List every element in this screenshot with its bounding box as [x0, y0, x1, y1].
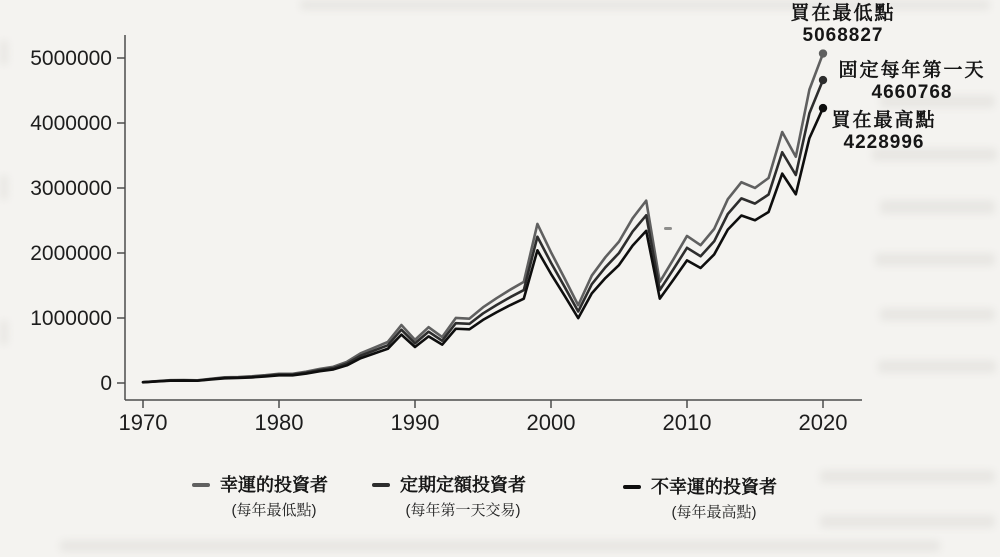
annotation-label: 買在最高點: [831, 110, 937, 131]
x-tick-label: 2000: [526, 410, 576, 435]
annotation-fixed-first-day: [826, 60, 998, 105]
legend-item-lucky-investor: [192, 474, 328, 520]
series-line-0: [143, 54, 823, 383]
x-tick-label: 1990: [390, 410, 440, 435]
legend-line-swatch: [623, 485, 641, 489]
annotation-label: 固定每年第一天: [838, 60, 986, 81]
legend-item-dca-investor: [372, 474, 526, 520]
y-tick-label: 4000000: [30, 112, 112, 135]
annotation-final-value: 5068827: [802, 25, 884, 47]
y-tick-label: 2000000: [30, 242, 112, 265]
legend-label: 定期定額投資者: [400, 475, 526, 495]
legend-sublabel: (每年第一天交易): [405, 502, 521, 519]
y-tick-label: 1000000: [30, 307, 112, 330]
x-tick-label: 2010: [662, 410, 712, 435]
legend-line-swatch: [372, 483, 390, 487]
annotation-final-value: 4660768: [871, 82, 953, 104]
x-tick-label: 1970: [118, 410, 168, 435]
y-tick-label: 5000000: [30, 47, 112, 70]
series-endpoint-dot-0: [819, 49, 827, 57]
legend-line-swatch: [192, 483, 210, 487]
legend-label: 幸運的投資者: [220, 475, 328, 495]
legend-sublabel: (每年最低點): [231, 502, 317, 519]
x-tick-label: 2020: [798, 410, 848, 435]
legend-sublabel: (每年最高點): [671, 504, 757, 521]
y-tick-label: 3000000: [30, 177, 112, 200]
legend-item-unlucky-investor: [623, 476, 777, 522]
annotation-buy-at-highest: [820, 110, 948, 155]
y-tick-label: 0: [100, 372, 112, 395]
annotation-buy-at-lowest: [783, 3, 903, 48]
x-tick-label: 1980: [254, 410, 304, 435]
legend-label: 不幸運的投資者: [651, 477, 777, 497]
series-line-2: [143, 108, 823, 382]
series-line-1: [143, 80, 823, 382]
annotation-final-value: 4228996: [843, 132, 925, 154]
annotation-label: 買在最低點: [790, 3, 896, 24]
